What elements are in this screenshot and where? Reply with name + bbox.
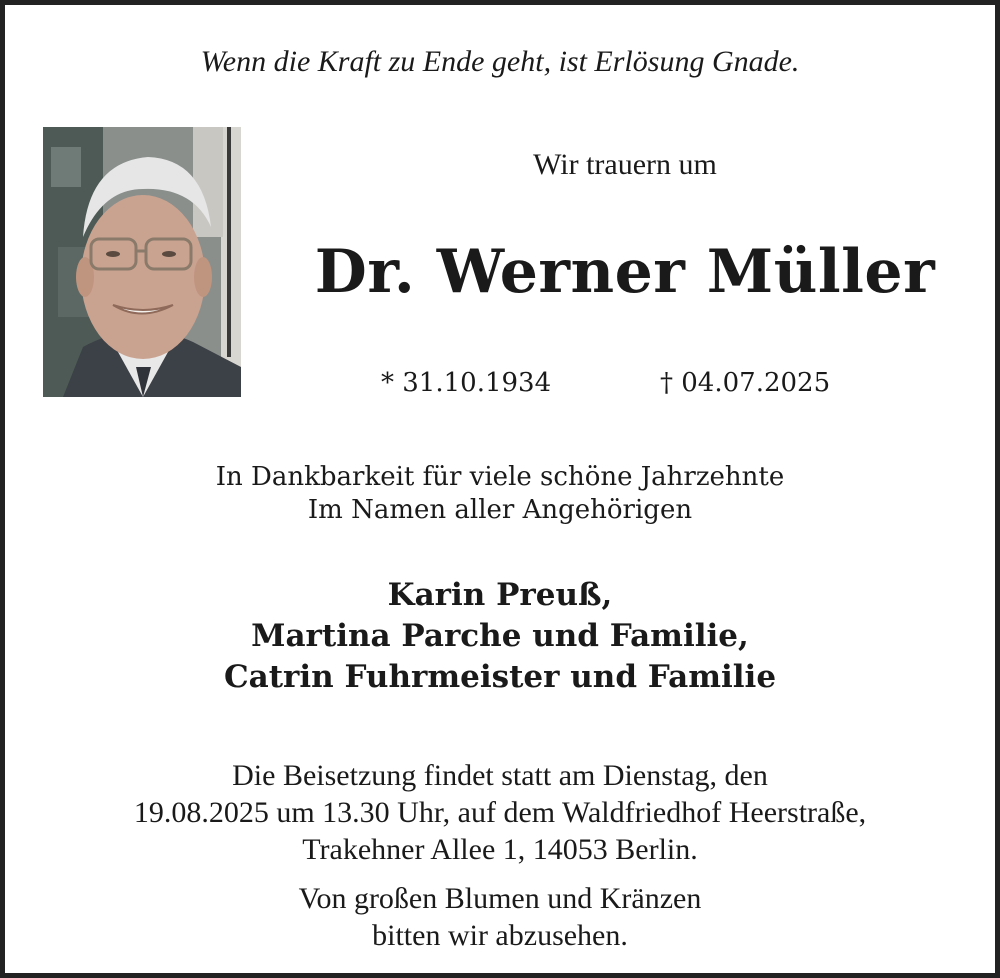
- death-date: † 04.07.2025: [660, 368, 831, 398]
- thanks-line: Im Namen aller Angehörigen: [307, 495, 693, 525]
- funeral-info-line: Trakehner Allee 1, 14053 Berlin.: [302, 833, 698, 866]
- funeral-info-line: Die Beisetzung findet statt am Dienstag, den: [232, 759, 768, 792]
- birth-date: * 31.10.1934: [381, 368, 552, 398]
- funeral-info-line: 19.08.2025 um 13.30 Uhr, auf dem Waldfriedhof Heerstraße,: [133, 796, 867, 829]
- mourning-intro: Wir trauern um: [533, 148, 717, 181]
- motto-quote: Wenn die Kraft zu Ende geht, ist Erlösung Gnade.: [200, 45, 800, 78]
- thanks-line: In Dankbarkeit für viele schöne Jahrzehnte: [215, 462, 785, 492]
- flowers-request-line: bitten wir abzusehen.: [372, 919, 628, 952]
- deceased-name: Dr. Werner Müller: [314, 237, 936, 307]
- family-member: Catrin Fuhrmeister und Familie: [223, 659, 777, 695]
- family-member: Martina Parche und Familie,: [251, 618, 749, 654]
- family-member: Karin Preuß,: [387, 577, 613, 613]
- flowers-request-line: Von großen Blumen und Kränzen: [298, 882, 702, 915]
- portrait-photo: [43, 127, 241, 397]
